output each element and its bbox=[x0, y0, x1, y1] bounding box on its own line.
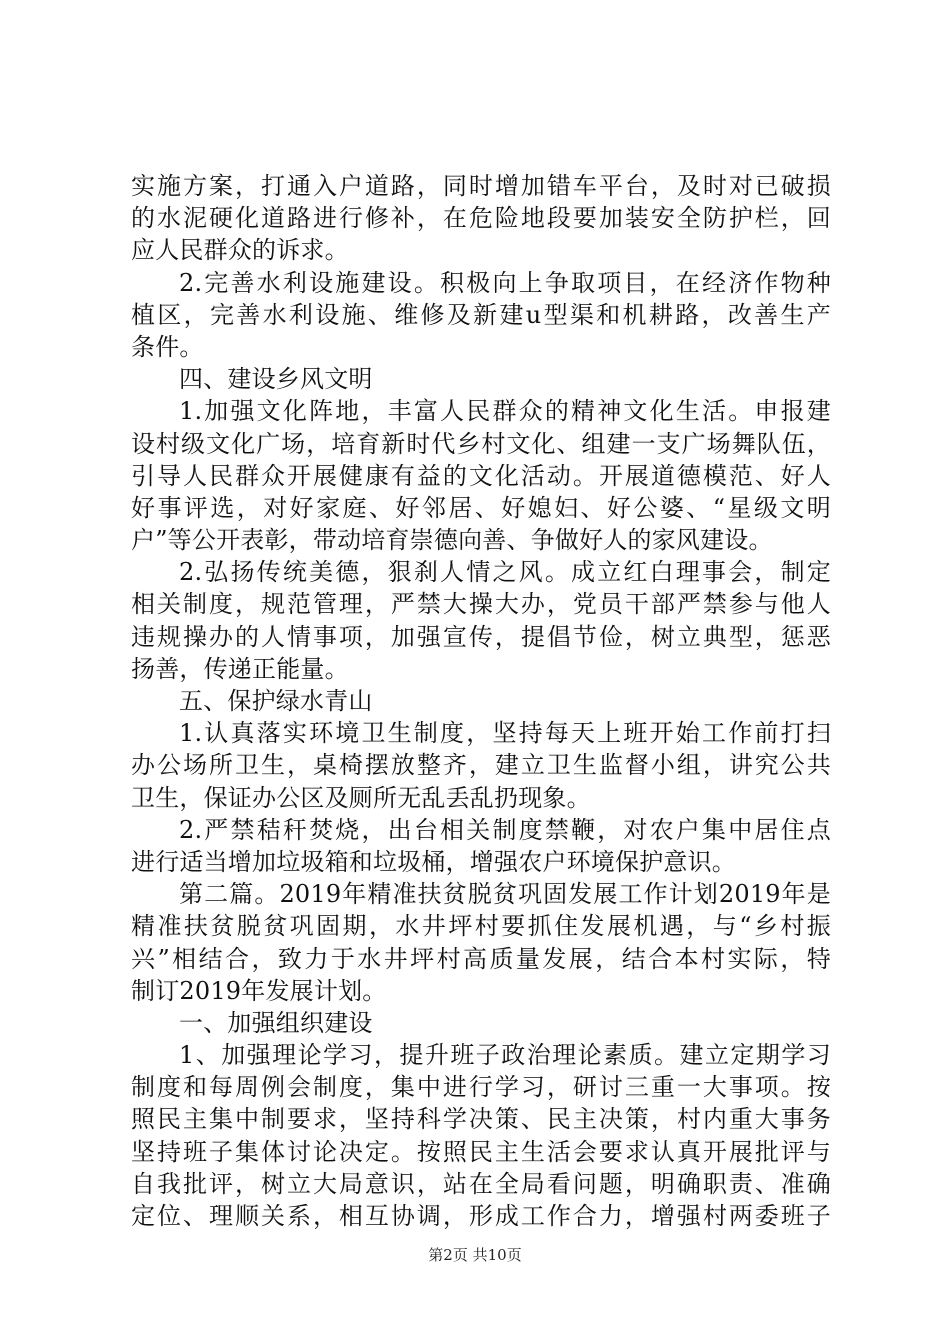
text-line: 自我批评，树立大局意识，站在全局看问题，明确职责、准确 bbox=[131, 1169, 831, 1198]
text-line: 照民主集中制要求，坚持科学决策、民主决策，村内重大事务 bbox=[131, 1105, 831, 1134]
text-line: 植区，完善水利设施、维修及新建u型渠和机耕路，改善生产 bbox=[131, 300, 831, 329]
text-line: 违规操办的人情事项，加强宣传，提倡节俭，树立典型，惩恶 bbox=[131, 622, 831, 651]
text-line: 好事评选，对好家庭、好邻居、好媳妇、好公婆、“星级文明 bbox=[131, 493, 831, 522]
text-line: 制订2019年发展计划。 bbox=[131, 976, 387, 1005]
text-line: 卫生，保证办公区及厕所无乱丢乱扔现象。 bbox=[131, 783, 591, 812]
text-line: 2.完善水利设施建设。积极向上争取项目，在经济作物种 bbox=[179, 268, 831, 297]
text-line: 引导人民群众开展健康有益的文化活动。开展道德模范、好人 bbox=[131, 461, 831, 490]
text-line: 应人民群众的诉求。 bbox=[131, 236, 349, 265]
document-body bbox=[131, 170, 831, 1232]
text-line: 制度和每周例会制度，集中进行学习，研讨三重一大事项。按 bbox=[131, 1073, 831, 1102]
page-footer: 第2页 共10页 bbox=[428, 1246, 522, 1264]
text-line: 1.认真落实环境卫生制度，坚持每天上班开始工作前打扫 bbox=[179, 719, 831, 748]
text-line: 实施方案，打通入户道路，同时增加错车平台，及时对已破损 bbox=[131, 172, 831, 200]
text-line: 办公场所卫生，桌椅摆放整齐，建立卫生监督小组，讲究公共 bbox=[131, 751, 831, 780]
text-line: 条件。 bbox=[131, 332, 204, 361]
text-line: 的水泥硬化道路进行修补，在危险地段要加装安全防护栏，回 bbox=[131, 204, 831, 233]
text-line: 进行适当增加垃圾箱和垃圾桶，增强农户环境保护意识。 bbox=[131, 847, 736, 876]
text-line: 坚持班子集体讨论决定。按照民主生活会要求认真开展批评与 bbox=[131, 1137, 831, 1166]
text-line: 定位、理顺关系，相互协调，形成工作合力，增强村两委班子 bbox=[131, 1202, 831, 1230]
text-line: 1、加强理论学习，提升班子政治理论素质。建立定期学习 bbox=[179, 1041, 831, 1070]
text-line: 1.加强文化阵地，丰富人民群众的精神文化生活。申报建 bbox=[179, 397, 831, 426]
text-line: 相关制度，规范管理，严禁大操大办，党员干部严禁参与他人 bbox=[131, 590, 831, 619]
text-line: 第二篇。2019年精准扶贫脱贫巩固发展工作计划2019年是 bbox=[179, 880, 831, 909]
text-line: 精准扶贫脱贫巩固期，水井坪村要抓住发展机遇，与“乡村振 bbox=[131, 912, 831, 941]
text-line: 五、保护绿水青山 bbox=[179, 687, 373, 715]
text-line: 一、加强组织建设 bbox=[179, 1008, 373, 1037]
text-line: 2.严禁秸秆焚烧，出台相关制度禁鞭，对农户集中居住点 bbox=[179, 815, 831, 844]
text-line: 扬善，传递正能量。 bbox=[131, 654, 349, 683]
text-line: 户”等公开表彰，带动培育崇德向善、争做好人的家风建设。 bbox=[131, 526, 773, 555]
text-line: 兴”相结合，致力于水井坪村高质量发展，结合本村实际，特 bbox=[131, 944, 831, 973]
text-line: 设村级文化广场，培育新时代乡村文化、组建一支广场舞队伍， bbox=[131, 429, 831, 458]
text-line: 2.弘扬传统美德，狠刹人情之风。成立红白理事会，制定 bbox=[179, 558, 831, 587]
text-line: 四、建设乡风文明 bbox=[179, 365, 373, 394]
